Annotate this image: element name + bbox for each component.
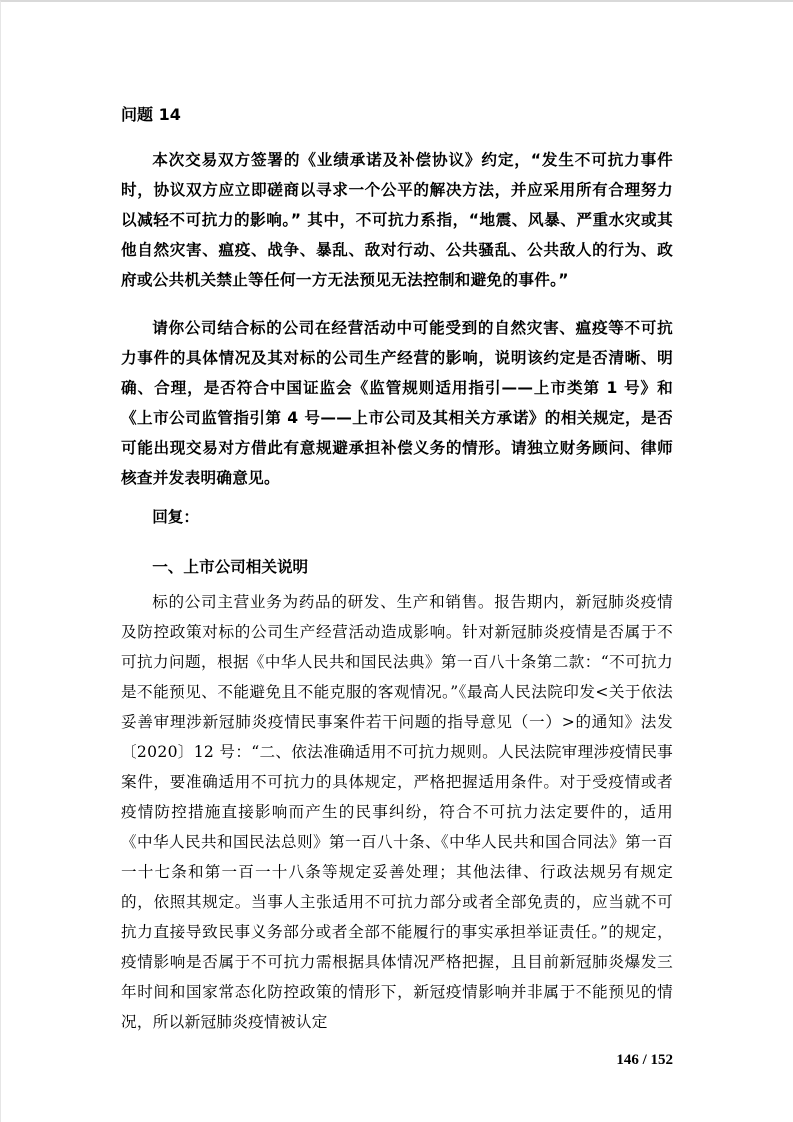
page-title: 问题 14 xyxy=(121,105,181,124)
question-paragraph-1: 本次交易双方签署的《业绩承诺及补偿协议》约定，“发生不可抗力事件时，协议双方应立即磋商以寻求一个公平的解决方法，并应采用所有合理努力以减轻不可抗力的影响。” 其中，不可抗力系指，“地震、风暴、严重水灾或其他自然灾害、瘟疫、战争、暴乱、敌对行动、公共骚乱、公共敌人的行为、政府或公共机关禁止等任何一方无法预见无法控制和避免的事件。” xyxy=(121,151,673,289)
body-paragraph: 标的公司主营业务为药品的研发、生产和销售。报告期内，新冠肺炎疫情及防控政策对标的公司生产经营活动造成影响。针对新冠肺炎疫情是否属于不可抗力问题，根据《中华人民共和国民法典》第一百八十条第二款：“不可抗力是不能预见、不能避免且不能克服的客观情况。”《最高人民法院印发<关于依法妥善审理涉新冠肺炎疫情民事案件若干问题的指导意见（一）>的通知》法发〔2020〕12 号：“二、依法准确适用不可抗力规则。人民法院审理涉疫情民事案件，要准确适用不可抗力的具体规定，严格把握适用条件。对于受疫情或者疫情防控措施直接影响而产生的民事纠纷，符合不可抗力法定要件的，适用《中华人民共和国民法总则》第一百八十条、《中华人民共和国合同法》第一百一十七条和第一百一十八条等规定妥善处理；其他法律、行政法规另有规定的，依照其规定。当事人主张适用不可抗力部分或者全部免责的，应当就不可抗力直接导致民事义务部分或者全部不能履行的事实承担举证责任。”的规定，疫情影响是否属于不可抗力需根据具体情况严格把握，且目前新冠肺炎爆发三年时间和国家常态化防控政策的情形下，新冠疫情影响并非属于不能预见的情况，所以新冠肺炎疫情被认定 xyxy=(121,593,673,1031)
page-number: 146 / 152 xyxy=(616,1052,673,1068)
question-paragraph-2: 请你公司结合标的公司在经营活动中可能受到的自然灾害、瘟疫等不可抗力事件的具体情况及其对标的公司生产经营的影响，说明该约定是否清晰、明确、合理，是否符合中国证监会《监管规则适用指引——上市类第 1 号》和《上市公司监管指引第 4 号——上市公司及其相关方承诺》的相关规定，是否可能出现交易对方借此有意规避承担补偿义务的情形。请独立财务顾问、律师核查并发表明确意见。 xyxy=(121,319,673,487)
reply-label: 回复： xyxy=(152,508,199,526)
section-heading: 一、上市公司相关说明 xyxy=(152,558,309,576)
